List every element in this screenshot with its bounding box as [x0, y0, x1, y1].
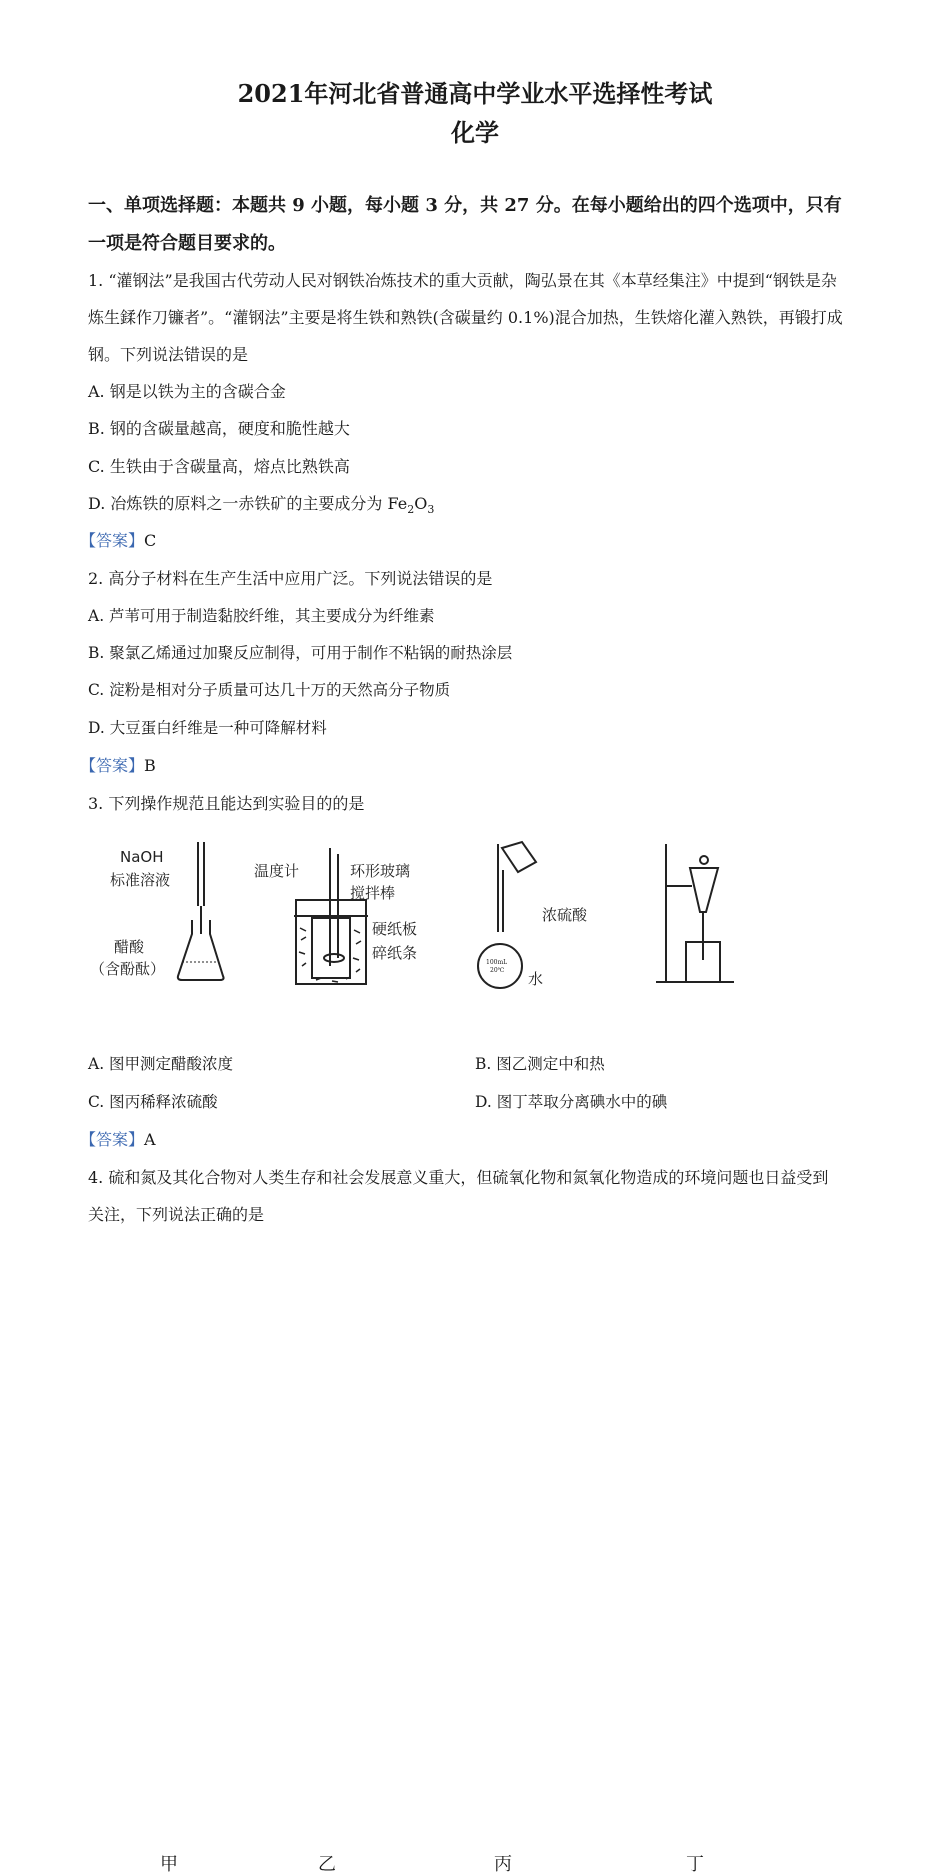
q3-answer: [80, 1127, 156, 1150]
yi-label-cardboard: 硬纸板: [372, 920, 418, 938]
yi-label-thermometer: 温度计: [254, 862, 300, 880]
bing-flask-temp: 20℃: [490, 967, 505, 974]
answer-tag: 【答案】: [80, 1130, 145, 1149]
caption-jia: 甲: [160, 1854, 178, 1875]
q3-option-b: B. 图乙测定中和热: [475, 1055, 605, 1073]
subject-title: 化学: [451, 118, 499, 147]
q3-option-c: C. 图丙稀释浓硫酸: [88, 1093, 218, 1111]
bing-label-water: 水: [528, 970, 544, 988]
q2-option-b: B. 聚氯乙烯通过加聚反应制得，可用于制作不粘锅的耐热涂层: [88, 644, 513, 662]
q1-answer: [80, 528, 156, 551]
q1-option-d-o: O: [414, 494, 428, 513]
q2-option-d: D. 大豆蛋白纤维是一种可降解材料: [88, 719, 327, 737]
section-heading-line1: 一、单项选择题：本题共 9 小题，每小题 3 分，共 27 分。在每小题给出的四个选项中，只有: [88, 195, 842, 216]
q1-option-b: B. 钢的含碳量越高，硬度和脆性越大: [88, 419, 350, 438]
answer-tag: 【答案】: [80, 756, 145, 775]
jia-label-naoh: NaOH: [120, 848, 164, 866]
bing-label-acid: 浓硫酸: [542, 906, 588, 924]
yi-label-paper: 碎纸条: [372, 944, 418, 962]
q1-option-d-sub1: 2: [407, 503, 415, 517]
q3-stem: 3. 下列操作规范且能达到实验目的的是: [88, 794, 365, 813]
section-heading-line2: 一项是符合题目要求的。: [88, 233, 286, 254]
q2-option-c: C. 淀粉是相对分子质量可达几十万的天然高分子物质: [88, 681, 451, 699]
q2-answer-value: B: [144, 756, 156, 775]
caption-yi: 乙: [318, 1854, 336, 1875]
q3-option-a: A. 图甲测定醋酸浓度: [88, 1055, 234, 1073]
yi-label-stirrer1: 环形玻璃: [350, 862, 411, 880]
q3-answer-value: A: [144, 1130, 156, 1149]
yi-label-stirrer2: 搅拌棒: [350, 884, 396, 902]
jia-label-acetic: 醋酸: [114, 938, 145, 956]
q1-stem-line2: 炼生鍒作刀镰者”。“灌钢法”主要是将生铁和熟铁(含碳量约 0.1%)混合加热，生铁熔化灌入熟铁，再锻打成: [88, 308, 843, 327]
q4-stem-line1: 4. 硫和氮及其化合物对人类生存和社会发展意义重大，但硫氧化物和氮氧化物造成的环境问题也日益受到: [88, 1168, 829, 1187]
separatory-funnel-icon: [650, 842, 740, 992]
answer-tag: 【答案】: [80, 531, 145, 550]
q1-stem-line3: 钢。下列说法错误的是: [88, 345, 249, 364]
q1-option-d-sub2: 3: [427, 503, 435, 517]
q1-option-c: C. 生铁由于含碳量高，熔点比熟铁高: [88, 457, 350, 476]
q1-option-d-text: D. 冶炼铁的原料之一赤铁矿的主要成分为 Fe: [88, 494, 408, 513]
bing-flask-mark: 100mL: [486, 959, 508, 966]
q1-answer-value: C: [144, 531, 157, 550]
caption-ding: 丁: [686, 1854, 704, 1875]
q2-stem: 2. 高分子材料在生产生活中应用广泛。下列说法错误的是: [88, 569, 493, 588]
jia-label-standard: 标准溶液: [110, 871, 171, 889]
q3-option-d: D. 图丁萃取分离碘水中的碘: [475, 1093, 668, 1111]
q4-stem-line2: 关注，下列说法正确的是: [88, 1205, 265, 1224]
exam-title: 2021年河北省普通高中学业水平选择性考试: [237, 79, 713, 108]
q1-option-a: A. 钢是以铁为主的含碳合金: [88, 382, 286, 401]
caption-bing: 丙: [494, 1854, 512, 1875]
q1-stem-line1: 1. “灌钢法”是我国古代劳动人民对钢铁冶炼技术的重大贡献，陶弘景在其《本草经集注》中提到“钢铁是杂: [88, 271, 837, 290]
jia-label-phenol: （含酚酞）: [90, 960, 166, 978]
q2-option-a: A. 芦苇可用于制造黏胶纤维，其主要成分为纤维素: [88, 607, 435, 625]
q2-answer: [80, 753, 156, 776]
q1-option-d: [88, 491, 434, 516]
